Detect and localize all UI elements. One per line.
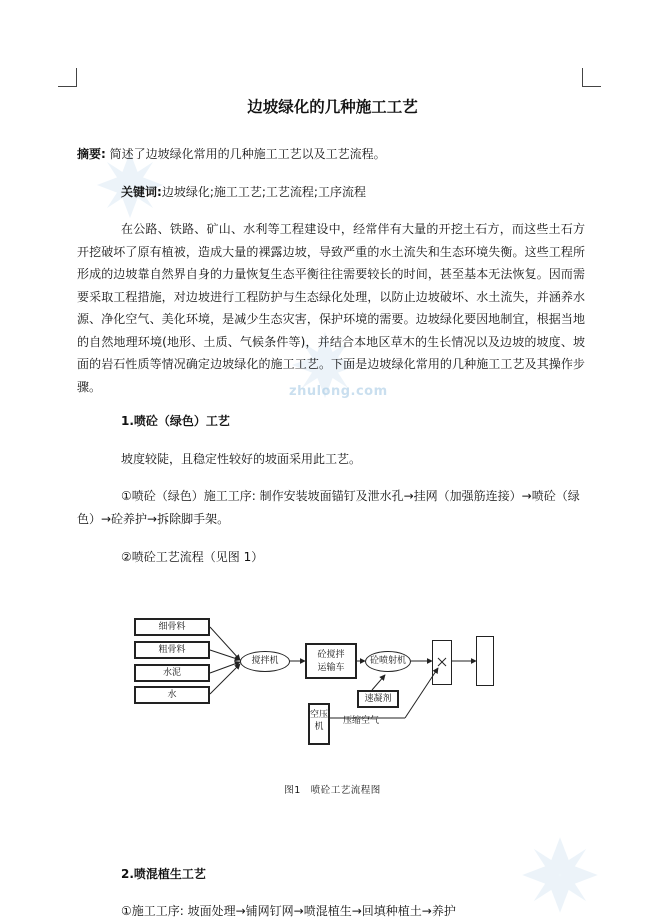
concrete-truck-node: 砼搅拌运输车 [305, 643, 357, 679]
keywords-text: 边坡绿化;施工工艺;工艺流程;工序流程 [161, 185, 366, 199]
accelerator-node: 速凝剂 [357, 690, 399, 708]
mixer-node: 搅拌机 [240, 651, 290, 672]
abstract-text: 简述了边坡绿化常用的几种施工工艺以及工艺流程。 [109, 147, 386, 161]
nozzle-node [432, 640, 452, 685]
paragraph: ①喷砼（绿色）施工工序: 制作安装坡面锚钉及泄水孔→挂网（加强筋连接）→喷砼（绿色）→砼养护→拆除脚手架。 [77, 489, 580, 526]
section-heading: 2.喷混植生工艺 [121, 867, 206, 881]
figure-caption: 图1 喷砼工艺流程图 [284, 785, 381, 796]
input-fine-aggregate: 细骨料 [134, 618, 210, 636]
input-water: 水 [134, 686, 210, 704]
document-title: 边坡绿化的几种施工工艺 [247, 97, 418, 116]
paragraph: ①施工工序: 坡面处理→铺网钉网→喷混植生→回填种植土→养护 [121, 904, 456, 918]
section-heading: 1.喷砼（绿色）工艺 [121, 414, 230, 428]
paragraph: 坡度较陡，且稳定性较好的坡面采用此工艺。 [121, 452, 362, 466]
nozzle-cross-icon [433, 641, 451, 684]
compressed-air-label: 压缩空气 [343, 716, 380, 726]
sprayer-node: 砼喷射机 [365, 651, 411, 672]
watermark-text: zhulong.com [289, 384, 388, 399]
slope-surface-node [476, 636, 494, 686]
air-compressor-node: 空压机 [308, 703, 330, 745]
intro-paragraph: 在公路、铁路、矿山、水利等工程建设中，经常伴有大量的开挖土石方，而这些土石方开挖破坏了原有植被，造成大量的裸露边坡，导致严重的水土流失和生态环境失衡。这些工程所形成的边坡靠自然界自身的力量恢复生态平衡往往需要较长的时间，甚至基本无法恢复。因而需要采取工程措施，对边坡进行工程防护与生态绿化处理，以防止边坡破坏、水土流失，并涵养水源、净化空气、美化环境，是减少生态灾害，保护环境的需要。边坡绿化要因地制宜，根据当地的自然地理环境(地形、土质、气候条件等)，并结合本地区草木的生长情况以及边坡的坡度、坡面的岩石性质等情况确定边坡绿化的施工工艺。下面是边坡绿化常用的几种施工工艺及其操作步骤。 [77, 222, 585, 394]
input-coarse-aggregate: 粗骨料 [134, 641, 210, 659]
input-cement: 水泥 [134, 664, 210, 682]
paragraph: ②喷砼工艺流程（见图 1） [121, 550, 264, 564]
abstract-label: 摘要: [77, 147, 106, 161]
keywords-label: 关键词: [121, 185, 162, 199]
